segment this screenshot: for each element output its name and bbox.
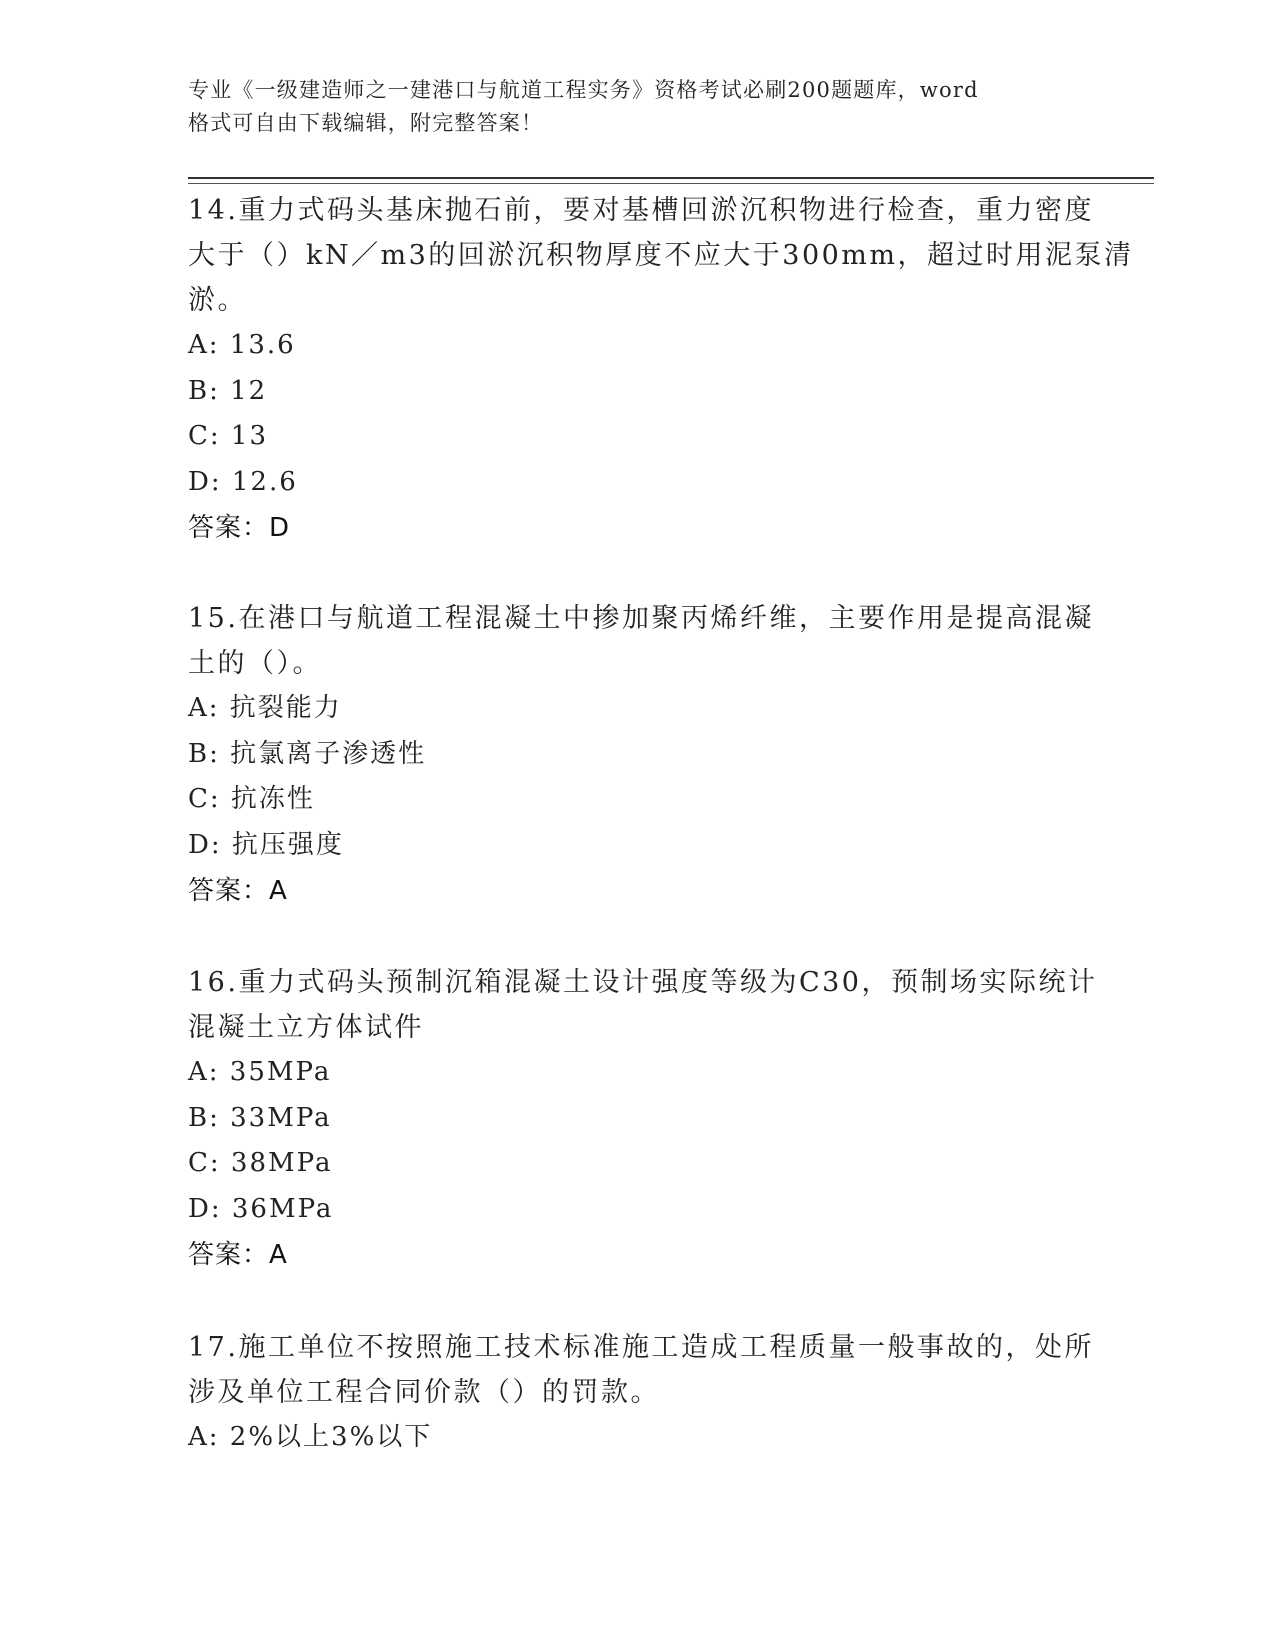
option-b: B: 抗氯离子渗透性 bbox=[188, 738, 427, 769]
answer-label: 答案：A bbox=[188, 876, 288, 906]
option-d: D: 36MPa bbox=[188, 1193, 334, 1224]
header-line-2: 格式可自由下载编辑，附完整答案！ bbox=[188, 111, 544, 135]
document-header bbox=[188, 74, 1068, 140]
question-stem-line: 土的（）。 bbox=[188, 648, 322, 679]
question-16 bbox=[188, 960, 1098, 1278]
option-c: C: 13 bbox=[188, 421, 269, 451]
question-15 bbox=[188, 596, 1094, 914]
question-stem-line: 混凝土立方体试件 bbox=[188, 1012, 424, 1043]
question-stem-line: 17.施工单位不按照施工技术标准施工造成工程质量一般事故的，处所 bbox=[188, 1332, 1094, 1363]
question-stem-line: 大于（）kN／m3的回淤沉积物厚度不应大于300mm，超过时用泥泵清 bbox=[188, 240, 1134, 271]
option-b: B: 12 bbox=[188, 375, 268, 406]
option-b: B: 33MPa bbox=[188, 1102, 332, 1133]
header-divider-thick bbox=[188, 177, 1154, 179]
question-stem-line: 16.重力式码头预制沉箱混凝土设计强度等级为C30，预制场实际统计 bbox=[188, 967, 1098, 998]
option-a: A: 35MPa bbox=[188, 1057, 332, 1087]
option-a: A: 2%以上3%以下 bbox=[188, 1422, 433, 1452]
answer-label: 答案：A bbox=[188, 1240, 288, 1270]
question-stem-line: 15.在港口与航道工程混凝土中掺加聚丙烯纤维，主要作用是提高混凝 bbox=[188, 603, 1094, 634]
header-line-1: 专业《一级建造师之一建港口与航道工程实务》资格考试必刷200题题库，word bbox=[188, 78, 979, 102]
question-stem-line: 14.重力式码头基床抛石前，要对基槽回淤沉积物进行检查，重力密度 bbox=[188, 195, 1094, 226]
option-a: A: 抗裂能力 bbox=[188, 693, 342, 723]
question-14 bbox=[188, 188, 1134, 551]
header-divider-thin bbox=[188, 183, 1154, 184]
answer-label: 答案：D bbox=[188, 513, 291, 543]
option-c: C: 38MPa bbox=[188, 1148, 333, 1178]
option-d: D: 12.6 bbox=[188, 466, 298, 497]
question-stem-line: 涉及单位工程合同价款（）的罚款。 bbox=[188, 1377, 660, 1408]
question-17 bbox=[188, 1325, 1094, 1461]
option-c: C: 抗冻性 bbox=[188, 784, 315, 814]
option-d: D: 抗压强度 bbox=[188, 829, 344, 860]
option-a: A: 13.6 bbox=[188, 330, 296, 360]
question-stem-line: 淤。 bbox=[188, 285, 247, 316]
